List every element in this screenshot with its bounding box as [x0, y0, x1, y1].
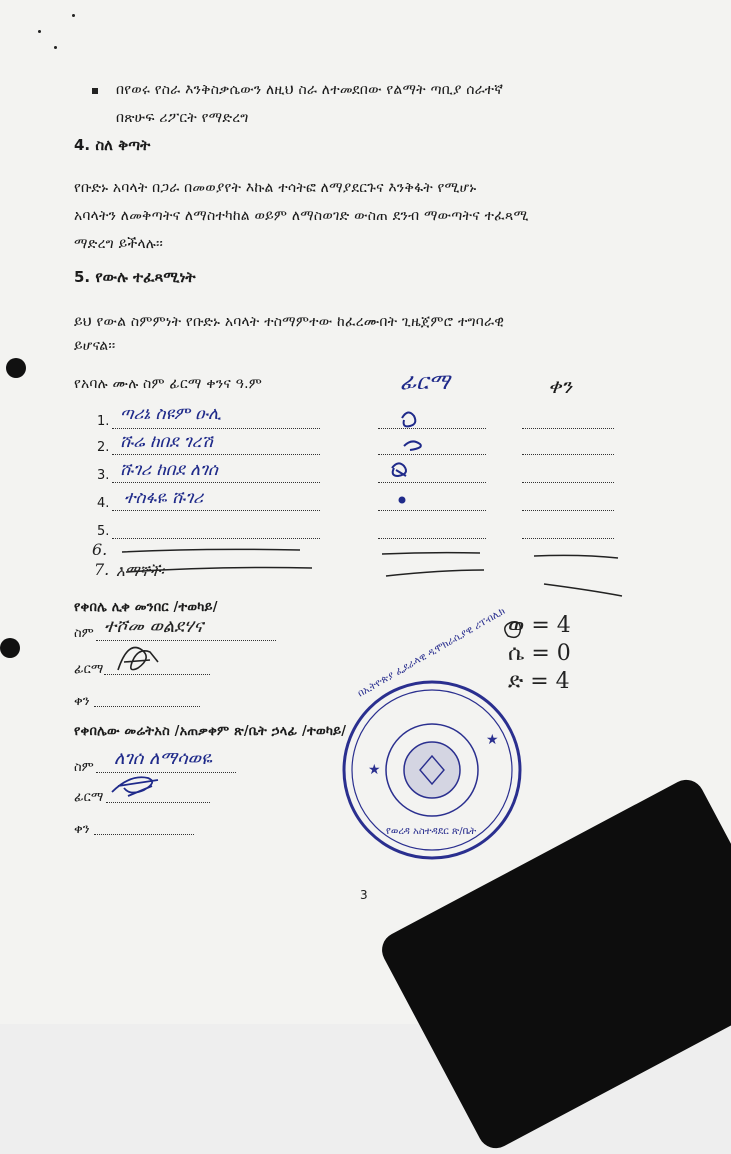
- section-4-line-1: የቡድኑ አባላት በጋራ በመወያየት እኩል ተሳትፎ ለማያደርጉና እንቅፋት የሚሆኑ: [74, 180, 477, 196]
- expert-title: የቀበሌው መሬትአስ /አጠቃቀም ጽ/ቤት ኃላፊ /ተወካይ/: [74, 724, 347, 739]
- receiver-date-label: ቀን: [74, 694, 90, 709]
- section-4-line-2: አባላትን ለመቅጣትና ለማስተካከል ወይም ለማስወገድ ውስጠ ደንብ ማውጣትና ተፈጻሚ: [74, 208, 529, 224]
- page-number: 3: [360, 888, 368, 902]
- row-number: 3.: [97, 468, 110, 483]
- section-5-line-2: ይሆናል፡፡: [74, 338, 116, 354]
- row-number: 2.: [97, 440, 110, 455]
- row-number: 4.: [97, 496, 110, 511]
- expert-sign-label: ፊርማ: [74, 790, 104, 805]
- section-5-line-1: ይህ የውል ስምምነት የቡድኑ አባላት ተስማምተው ከፈረሙበት ጊዜጀምሮ ተግባራዊ: [74, 314, 505, 330]
- members-header: የአባሉ ሙሉ ስም ፊርማ ቀንና ዓ.ም: [74, 376, 263, 392]
- seal-outer-text: በኢትዮጵያ ፌደራላዊ ዲሞክራሲያዊ ሪፐብሊክ: [356, 605, 508, 700]
- section-4-line-3: ማድረግ ይችላሉ፡፡: [74, 236, 164, 252]
- expert-date-line: [94, 834, 194, 835]
- expert-name-line: [96, 772, 236, 773]
- member-name-4: ተስፋዬ ሹገሪ: [124, 488, 204, 508]
- expert-name-value: ለገሰ ለማሳወዬ: [114, 748, 212, 769]
- receiver-sign-label: ፊርማ: [74, 662, 104, 677]
- receiver-name-label: ስም: [74, 626, 94, 641]
- section-4-heading: 4. ስለ ቅጣት: [74, 136, 151, 154]
- bullet-line-1: በየወሩ የስራ እንቅስቃሴውን ለዚህ ስራ ለተመደበው የልማት ጣቢያ ሰራተኛ: [116, 82, 504, 98]
- bullet-line-2: በጽሁፍ ሪፖርት የማድረግ: [116, 110, 249, 126]
- expert-date-label: ቀን: [74, 822, 90, 837]
- member-row-7-number: 7.: [94, 560, 110, 579]
- receiver-name-value: ተሾመ ወልደሃና: [104, 616, 204, 637]
- row-number: 1.: [97, 414, 110, 429]
- expert-name-label: ስም: [74, 760, 94, 775]
- member-name-1: ጣሪኔ ስዩም ዑሊ: [120, 404, 222, 424]
- member-name-2: ሹሬ ከበደ ገረሽ: [120, 432, 213, 452]
- tally-female: ሴ = 0: [508, 641, 571, 666]
- section-5-heading: 5. የውሉ ተፈጻሚነት: [74, 268, 196, 286]
- svg-text:★: ★: [368, 762, 381, 778]
- receiver-date-line: [94, 706, 200, 707]
- receiver-title: የቀበሌ ሊቀ መንበር /ተወካይ/: [74, 600, 218, 615]
- witnesses-label: እማኞች፡: [116, 562, 164, 580]
- member-row-6-number: 6.: [92, 540, 108, 559]
- signature-column-header: ፊርማ: [400, 370, 450, 395]
- receiver-name-line: [96, 640, 276, 641]
- row-number: 5.: [97, 524, 110, 539]
- member-name-3: ሹገሪ ከበደ ለገሰ: [120, 460, 218, 480]
- expert-sign-line: [106, 802, 210, 803]
- seal-inner-text: የወረዳ አስተዳደር ጽ/ቤት: [386, 826, 477, 837]
- receiver-sign-line: [104, 674, 210, 675]
- svg-text:★: ★: [486, 732, 499, 748]
- tally-total: ድ = 4: [508, 669, 570, 694]
- date-column-header: ቀን: [548, 374, 572, 398]
- tally-male: ወ = 4: [508, 613, 571, 638]
